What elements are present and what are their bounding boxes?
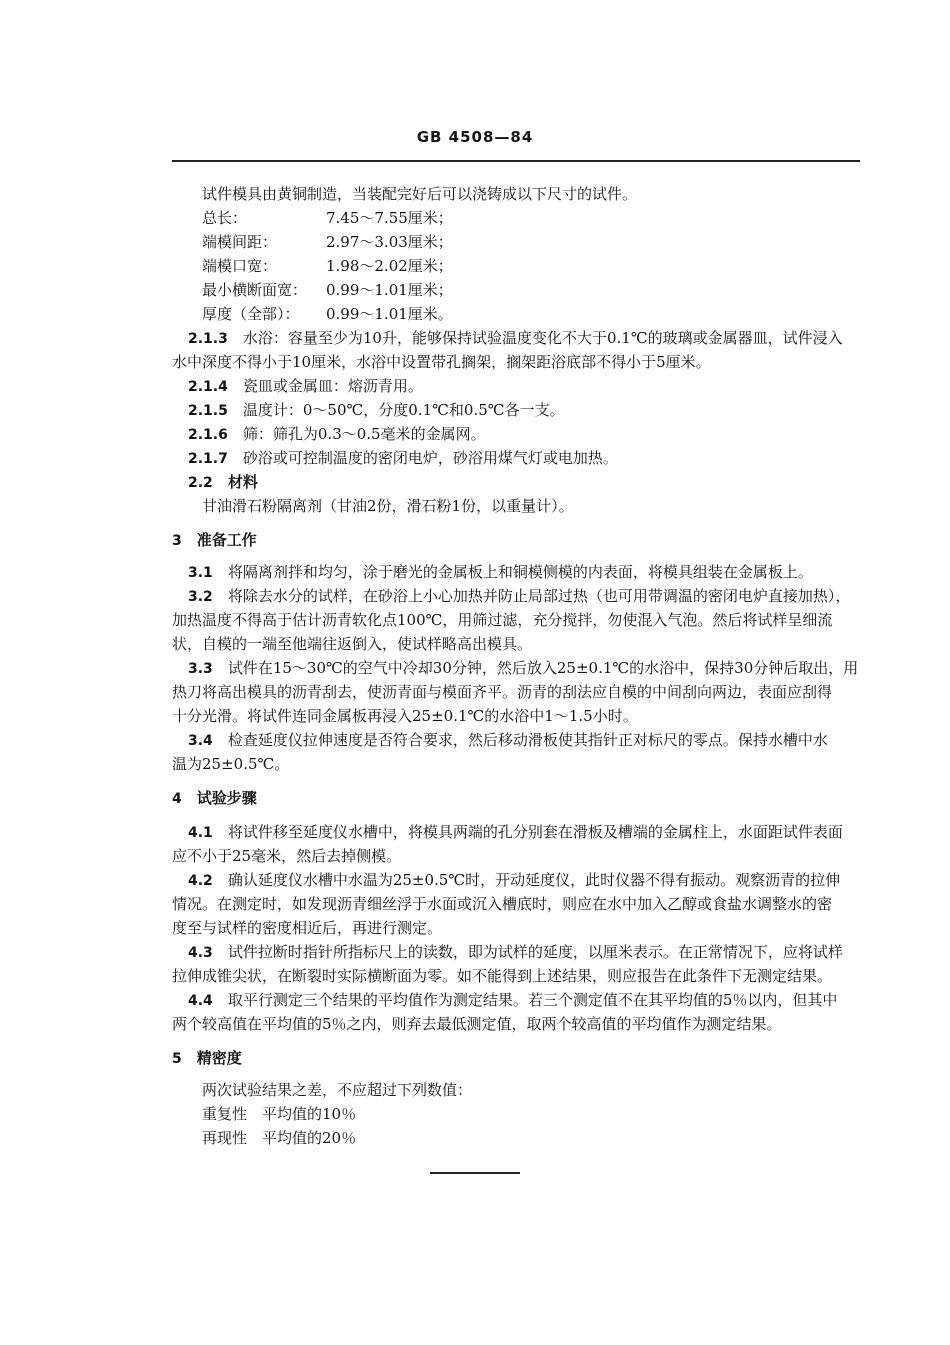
dimension-value: 0.99～1.01厘米。	[326, 305, 453, 323]
repeatability-line: 重复性 平均值的10％	[202, 1105, 357, 1123]
section-5-heading	[172, 1048, 242, 1069]
clause-text: 十分光滑。将试件连同金属板再浸入25±0.1℃的水浴中1～1.5小时。	[172, 707, 638, 725]
dimension-value: 1.98～2.02厘米；	[326, 257, 453, 275]
clause-3-1	[188, 562, 813, 583]
dimension-label: 厚度（全部）：	[202, 305, 300, 323]
clause-text: 应不小于25毫米，然后去掉侧模。	[172, 847, 402, 865]
clause-number: 3.1	[188, 565, 213, 581]
clause-number: 3.3	[188, 661, 213, 677]
section-number: 4	[172, 791, 182, 807]
clause-number: 4.3	[188, 945, 213, 961]
section-title: 精密度	[196, 1049, 242, 1067]
dimension-value: 0.99～1.01厘米；	[326, 281, 453, 299]
dimension-label: 总长：	[202, 209, 248, 227]
intro-text: 试件模具由黄铜制造，当装配完好后可以浇铸成以下尺寸的试件。	[202, 185, 638, 203]
clause-text: 将除去水分的试样，在砂浴上小心加热并防止局部过热（也可用带调温的密闭电炉直接加热），	[227, 587, 851, 605]
clause-text: 筛：筛孔为0.3～0.5毫米的金属网。	[242, 425, 486, 443]
clause-text: 状，自模的一端至他端往返倒入，使试样略高出模具。	[172, 635, 533, 653]
clause-number: 2.1.3	[188, 331, 228, 347]
clause-text: 情况。在测定时，如发现沥青细丝浮于水面或沉入槽底时，则应在水中加入乙醇或食盐水调整水的密	[172, 895, 833, 913]
footer-rule	[430, 1172, 520, 1174]
clause-text: 试件拉断时指针所指标尺上的读数，即为试样的延度，以厘米表示。在正常情况下，应将试样	[227, 943, 843, 961]
clause-2-1-5	[188, 400, 565, 421]
clause-text: 将隔离剂拌和均匀，涂于磨光的金属板上和铜模侧模的内表面，将模具组装在金属板上。	[227, 563, 813, 581]
clause-2-1-7	[188, 448, 618, 469]
clause-2-1-4	[188, 376, 423, 397]
clause-number: 2.1.6	[188, 427, 228, 443]
clause-text: 拉伸成锥尖状，在断裂时实际横断面为零。如不能得到上述结果，则应报告在此条件下无测定结果。	[172, 967, 833, 985]
clause-number: 4.1	[188, 825, 213, 841]
clause-number: 2.1.7	[188, 451, 228, 467]
dimension-label: 最小横断面宽：	[202, 281, 308, 299]
clause-text: 水中深度不得小于10厘米，水浴中设置带孔搁架，搁架距浴底部不得小于5厘米。	[172, 353, 711, 371]
clause-text: 砂浴或可控制温度的密闭电炉，砂浴用煤气灯或电加热。	[242, 449, 618, 467]
clause-2-1-6	[188, 424, 486, 445]
section-number: 2.2	[188, 475, 213, 491]
clause-number: 4.2	[188, 873, 213, 889]
section-number: 5	[172, 1051, 182, 1067]
clause-number: 2.1.5	[188, 403, 228, 419]
clause-text: 取平行测定三个结果的平均值作为测定结果。若三个测定值不在其平均值的5％以内，但其中	[227, 991, 838, 1009]
clause-number: 3.4	[188, 733, 213, 749]
reproducibility-line: 再现性 平均值的20％	[202, 1129, 357, 1147]
section-title: 材料	[227, 473, 258, 491]
section-title: 准备工作	[196, 531, 257, 549]
section-4-heading	[172, 788, 257, 809]
clause-text: 试件在15～30℃的空气中冷却30分钟，然后放入25±0.1℃的水浴中，保持30分钟后取出，用	[227, 659, 859, 677]
dimension-label: 端模口宽：	[202, 257, 278, 275]
header-rule	[172, 160, 860, 162]
section-title: 试验步骤	[196, 789, 257, 807]
clause-text: 检查延度仪拉伸速度是否符合要求，然后移动滑板使其指针正对标尺的零点。保持水槽中水	[227, 731, 828, 749]
dimension-label: 端模间距：	[202, 233, 278, 251]
clause-text: 确认延度仪水槽中水温为25±0.5℃时，开动延度仪，此时仪器不得有振动。观察沥青的拉伸	[227, 871, 841, 889]
page-header: GB 4508—84	[416, 128, 534, 146]
clause-text: 加热温度不得高于估计沥青软化点100℃，用筛过滤，充分搅拌，勿使混入气泡。然后将试样呈细流	[172, 611, 833, 629]
clause-text: 瓷皿或金属皿：熔沥青用。	[242, 377, 423, 395]
dimension-value: 7.45～7.55厘米；	[326, 209, 453, 227]
clause-text: 温为25±0.5℃。	[172, 755, 290, 773]
section-2-2-heading	[188, 472, 258, 493]
clause-text: 将试件移至延度仪水槽中，将模具两端的孔分别套在滑板及槽端的金属柱上，水面距试件表面	[227, 823, 843, 841]
clause-text: 两个较高值在平均值的5％之内，则弃去最低测定值，取两个较高值的平均值作为测定结果。	[172, 1015, 782, 1033]
clause-number: 4.4	[188, 993, 213, 1009]
dimension-value: 2.97～3.03厘米；	[326, 233, 453, 251]
clause-number: 2.1.4	[188, 379, 228, 395]
section-number: 3	[172, 533, 182, 549]
clause-text: 水浴：容量至少为10升，能够保持试验温度变化不大于0.1℃的玻璃或金属器皿，试件浸入	[242, 329, 843, 347]
clause-number: 3.2	[188, 589, 213, 605]
clause-text: 热刀将高出模具的沥青刮去，使沥青面与模面齐平。沥青的刮法应自模的中间刮向两边，表面应刮得	[172, 683, 833, 701]
section-5-intro: 两次试验结果之差，不应超过下列数值：	[202, 1081, 473, 1099]
section-3-heading	[172, 530, 257, 551]
section-2-2-text: 甘油滑石粉隔离剂（甘油2份，滑石粉1份，以重量计）。	[202, 497, 574, 515]
clause-text: 温度计：0～50℃，分度0.1℃和0.5℃各一支。	[242, 401, 565, 419]
clause-text: 度至与试样的密度相近后，再进行测定。	[172, 919, 443, 937]
